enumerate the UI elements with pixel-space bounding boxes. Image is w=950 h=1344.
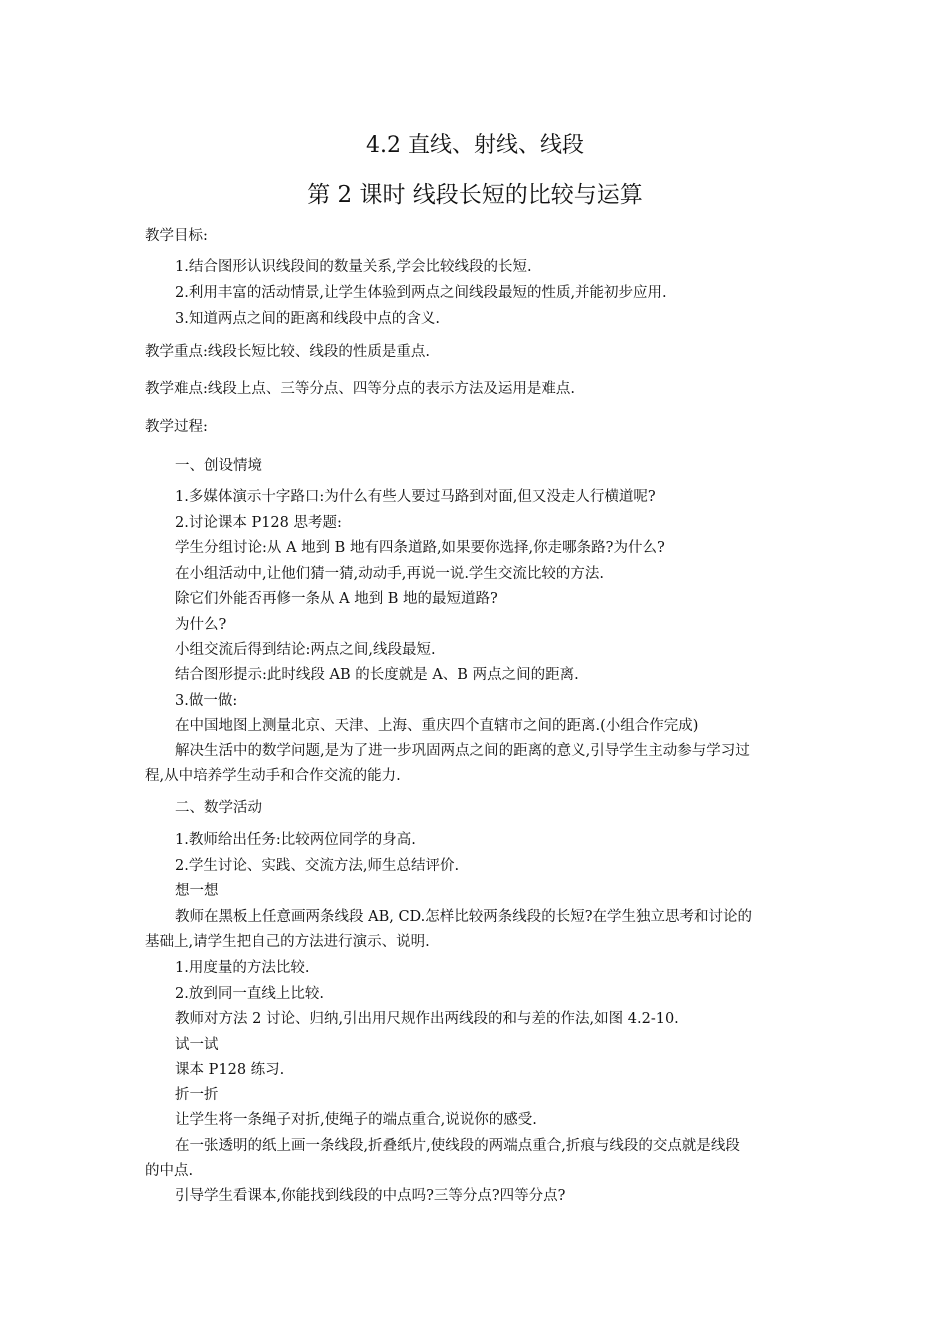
paragraph-line: 教师在黑板上任意画两条线段 AB, CD.怎样比较两条线段的长短?在学生独立思考和讨论的 [175, 909, 753, 925]
paragraph-line: 折一折 [175, 1087, 219, 1103]
objectives-heading: 教学目标: [145, 228, 208, 244]
paragraph-line: 1.教师给出任务:比较两位同学的身高. [175, 832, 416, 848]
paragraph-line: 1.用度量的方法比较. [175, 960, 310, 976]
paragraph-line: 在一张透明的纸上画一条线段,折叠纸片,使线段的两端点重合,折痕与线段的交点就是线段 [175, 1138, 740, 1154]
process-heading: 教学过程: [145, 419, 208, 435]
paragraph-line: 让学生将一条绳子对折,使绳子的端点重合,说说你的感受. [175, 1112, 537, 1128]
key-point: 教学重点:线段长短比较、线段的性质是重点. [145, 344, 430, 360]
paragraph-line: 课本 P128 练习. [175, 1062, 285, 1078]
section-heading: 一、创设情境 [175, 458, 262, 474]
paragraph-line: 想一想 [175, 883, 219, 899]
paragraph-line: 在中国地图上测量北京、天津、上海、重庆四个直辖市之间的距离.(小组合作完成) [175, 718, 699, 734]
paragraph-line: 1.多媒体演示十字路口:为什么有些人要过马路到对面,但又没走人行横道呢? [175, 489, 656, 505]
objective-item: 2.利用丰富的活动情景,让学生体验到两点之间线段最短的性质,并能初步应用. [175, 285, 667, 301]
paragraph-line: 2.学生讨论、实践、交流方法,师生总结评价. [175, 858, 460, 874]
objective-item: 1.结合图形认识线段间的数量关系,学会比较线段的长短. [175, 259, 532, 275]
paragraph-line: 结合图形提示:此时线段 AB 的长度就是 A、B 两点之间的距离. [175, 667, 579, 683]
section-heading: 二、数学活动 [175, 800, 262, 816]
paragraph-line: 2.放到同一直线上比较. [175, 986, 324, 1002]
paragraph-line: 试一试 [175, 1037, 219, 1053]
paragraph-line: 教师对方法 2 讨论、归纳,引出用尺规作出两线段的和与差的作法,如图 4.2-10. [175, 1011, 679, 1027]
paragraph-line: 解决生活中的数学问题,是为了进一步巩固两点之间的距离的意义,引导学生主动参与学习过 [175, 743, 750, 759]
paragraph-line: 3.做一做: [175, 693, 238, 709]
paragraph-line: 2.讨论课本 P128 思考题: [175, 515, 342, 531]
objective-item: 3.知道两点之间的距离和线段中点的含义. [175, 311, 440, 327]
difficult-point: 教学难点:线段上点、三等分点、四等分点的表示方法及运用是难点. [145, 381, 575, 397]
paragraph-line: 学生分组讨论:从 A 地到 B 地有四条道路,如果要你选择,你走哪条路?为什么? [175, 540, 665, 556]
paragraph-line: 小组交流后得到结论:两点之间,线段最短. [175, 642, 436, 658]
paragraph-line: 在小组活动中,让他们猜一猜,动动手,再说一说.学生交流比较的方法. [175, 566, 605, 582]
paragraph-line: 程,从中培养学生动手和合作交流的能力. [145, 768, 401, 784]
paragraph-line: 除它们外能否再修一条从 A 地到 B 地的最短道路? [175, 591, 498, 607]
lesson-subtitle: 第 2 课时 线段长短的比较与运算 [307, 182, 643, 208]
paragraph-line: 引导学生看课本,你能找到线段的中点吗?三等分点?四等分点? [175, 1188, 566, 1204]
paragraph-line: 的中点. [145, 1163, 194, 1179]
page-title: 4.2 直线、射线、线段 [366, 133, 584, 158]
paragraph-line: 为什么? [175, 617, 227, 633]
paragraph-line: 基础上,请学生把自己的方法进行演示、说明. [145, 934, 430, 950]
